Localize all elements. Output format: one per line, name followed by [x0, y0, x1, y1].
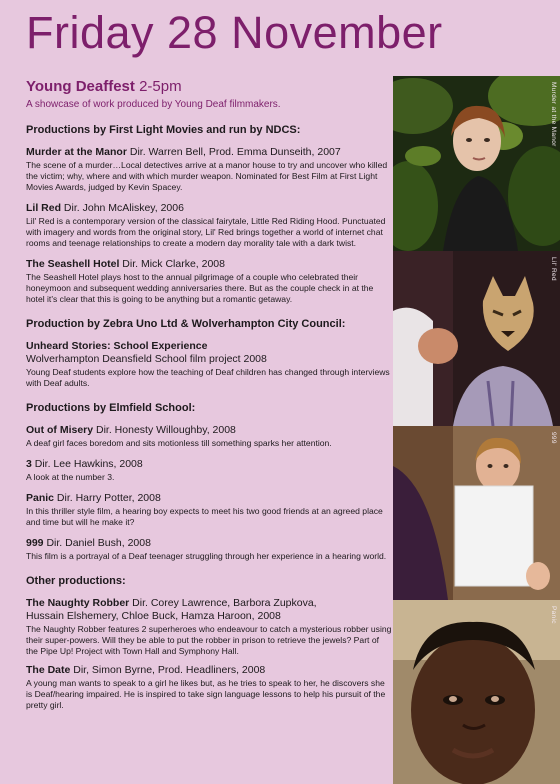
film-description: A deaf girl faces boredom and sits motionless till something sparks her attention.	[26, 438, 332, 448]
film-title: 3	[26, 458, 32, 470]
film-description: Young Deaf students explore how the teaching of Deaf children has changed through interviews with Deaf adults.	[26, 367, 390, 388]
programme-content	[26, 78, 392, 711]
film-description: A young man wants to speak to a girl he likes but, as he tries to speak to her, he discovers she is Deaf/hearing impaired. He is inspired to take sign language lessons to help his pursuit of the pretty girl.	[26, 678, 386, 710]
photo-caption: 999	[550, 432, 557, 444]
film-description: The Seashell Hotel plays host to the annual pilgrimage of a couple who celebrated their honeymoon and subsequent wedding anniversaries there. But as the couple check in at the hotel it's clear that this is going to be anything but a romantic getaway.	[26, 272, 374, 304]
film-entry	[26, 424, 392, 449]
film-entry	[26, 458, 392, 483]
film-credits: Dir. Honesty Willoughby, 2008	[93, 424, 236, 436]
film-title: Murder at the Manor	[26, 146, 127, 158]
film-credits-line2: Hussain Elshemery, Chloe Buck, Hamza Haroon, 2008	[26, 610, 281, 622]
event-name: Young Deaffest	[26, 78, 135, 95]
film-entry	[26, 537, 392, 562]
film-credits: Dir. Daniel Bush, 2008	[43, 537, 151, 549]
film-entry	[26, 146, 392, 193]
film-entry	[26, 258, 392, 305]
photo-caption: Murder at the Manor	[550, 82, 557, 147]
film-still-lil-red	[393, 251, 560, 426]
section-heading: Productions by First Light Movies and run by NDCS:	[26, 124, 301, 136]
event-title	[26, 78, 392, 96]
film-description: This film is a portrayal of a Deaf teenager struggling through her experience in a hearing world.	[26, 551, 387, 561]
page-title: Friday 28 November	[26, 7, 443, 58]
film-description: In this thriller style film, a hearing boy expects to meet his two good friends at an agreed place and time but will he make it?	[26, 506, 383, 527]
film-title: The Naughty Robber	[26, 597, 130, 609]
film-description: A look at the number 3.	[26, 472, 115, 482]
film-entry	[26, 340, 392, 389]
film-description: The Naughty Robber features 2 superheroes who endeavour to catch a mysterious robber using their super-powers. Will they be able to put the robber in prison to retrieve the jewels? Part of the Pipe Up! Project with Town Hall and Symphony Hall.	[26, 624, 392, 656]
film-credits: Dir. Lee Hawkins, 2008	[31, 458, 143, 470]
film-still-999	[393, 426, 560, 600]
film-stills-column	[393, 76, 560, 784]
event-subtitle: A showcase of work produced by Young Deaf filmmakers.	[26, 99, 281, 110]
girl-with-paper-image	[393, 426, 560, 600]
photo-caption: Panic	[550, 606, 557, 624]
section-heading: Other productions:	[26, 575, 126, 587]
film-credits: Dir. John McAliskey, 2006	[61, 202, 184, 214]
film-credits: Dir, Simon Byrne, Prod. Headliners, 2008	[70, 664, 266, 676]
section-heading: Productions by Elmfield School:	[26, 402, 196, 414]
film-title: The Date	[26, 664, 71, 676]
film-description: The scene of a murder…Local detectives arrive at a manor house to try and uncover who killed the victim; why, where and with which murder weapon. Nominated for Best Film at First Light Movies Awards, judged by Kevin Spacey.	[26, 160, 388, 192]
event-time: 2-5pm	[134, 78, 182, 95]
film-credits-line2: Wolverhampton Deansfield School film project 2008	[26, 353, 267, 365]
film-entry	[26, 492, 392, 528]
section-heading: Production by Zebra Uno Ltd & Wolverhampton City Council:	[26, 318, 346, 330]
film-credits: Dir. Warren Bell, Prod. Emma Dunseith, 2007	[126, 146, 341, 158]
film-entry	[26, 664, 392, 711]
film-credits: Dir. Corey Lawrence, Barbora Zupkova,	[129, 597, 317, 609]
film-still-panic	[393, 600, 560, 784]
boy-portrait-image	[393, 600, 560, 784]
film-title: 999	[26, 537, 44, 549]
film-entry	[26, 202, 392, 249]
film-title: The Seashell Hotel	[26, 258, 120, 270]
film-title: Out of Misery	[26, 424, 94, 436]
wolf-mask-image	[393, 251, 560, 426]
film-description: Lil' Red is a contemporary version of the classical fairytale, Little Red Riding Hood. Punctuated with imagery and words from the original story, Lil' Red brings together a world of internet chat rooms and teenage relationships to create a modern day morality tale with a dark twist.	[26, 216, 386, 248]
film-title: Unheard Stories: School Experience	[26, 340, 208, 352]
film-still-murder-at-the-manor	[393, 76, 560, 251]
film-credits: Dir. Mick Clarke, 2008	[119, 258, 225, 270]
film-title: Lil Red	[26, 202, 62, 214]
leafy-portrait-image	[393, 76, 560, 251]
photo-caption: Lil' Red	[550, 257, 557, 281]
film-entry	[26, 597, 392, 657]
film-title: Panic	[26, 492, 55, 504]
film-credits: Dir. Harry Potter, 2008	[54, 492, 161, 504]
